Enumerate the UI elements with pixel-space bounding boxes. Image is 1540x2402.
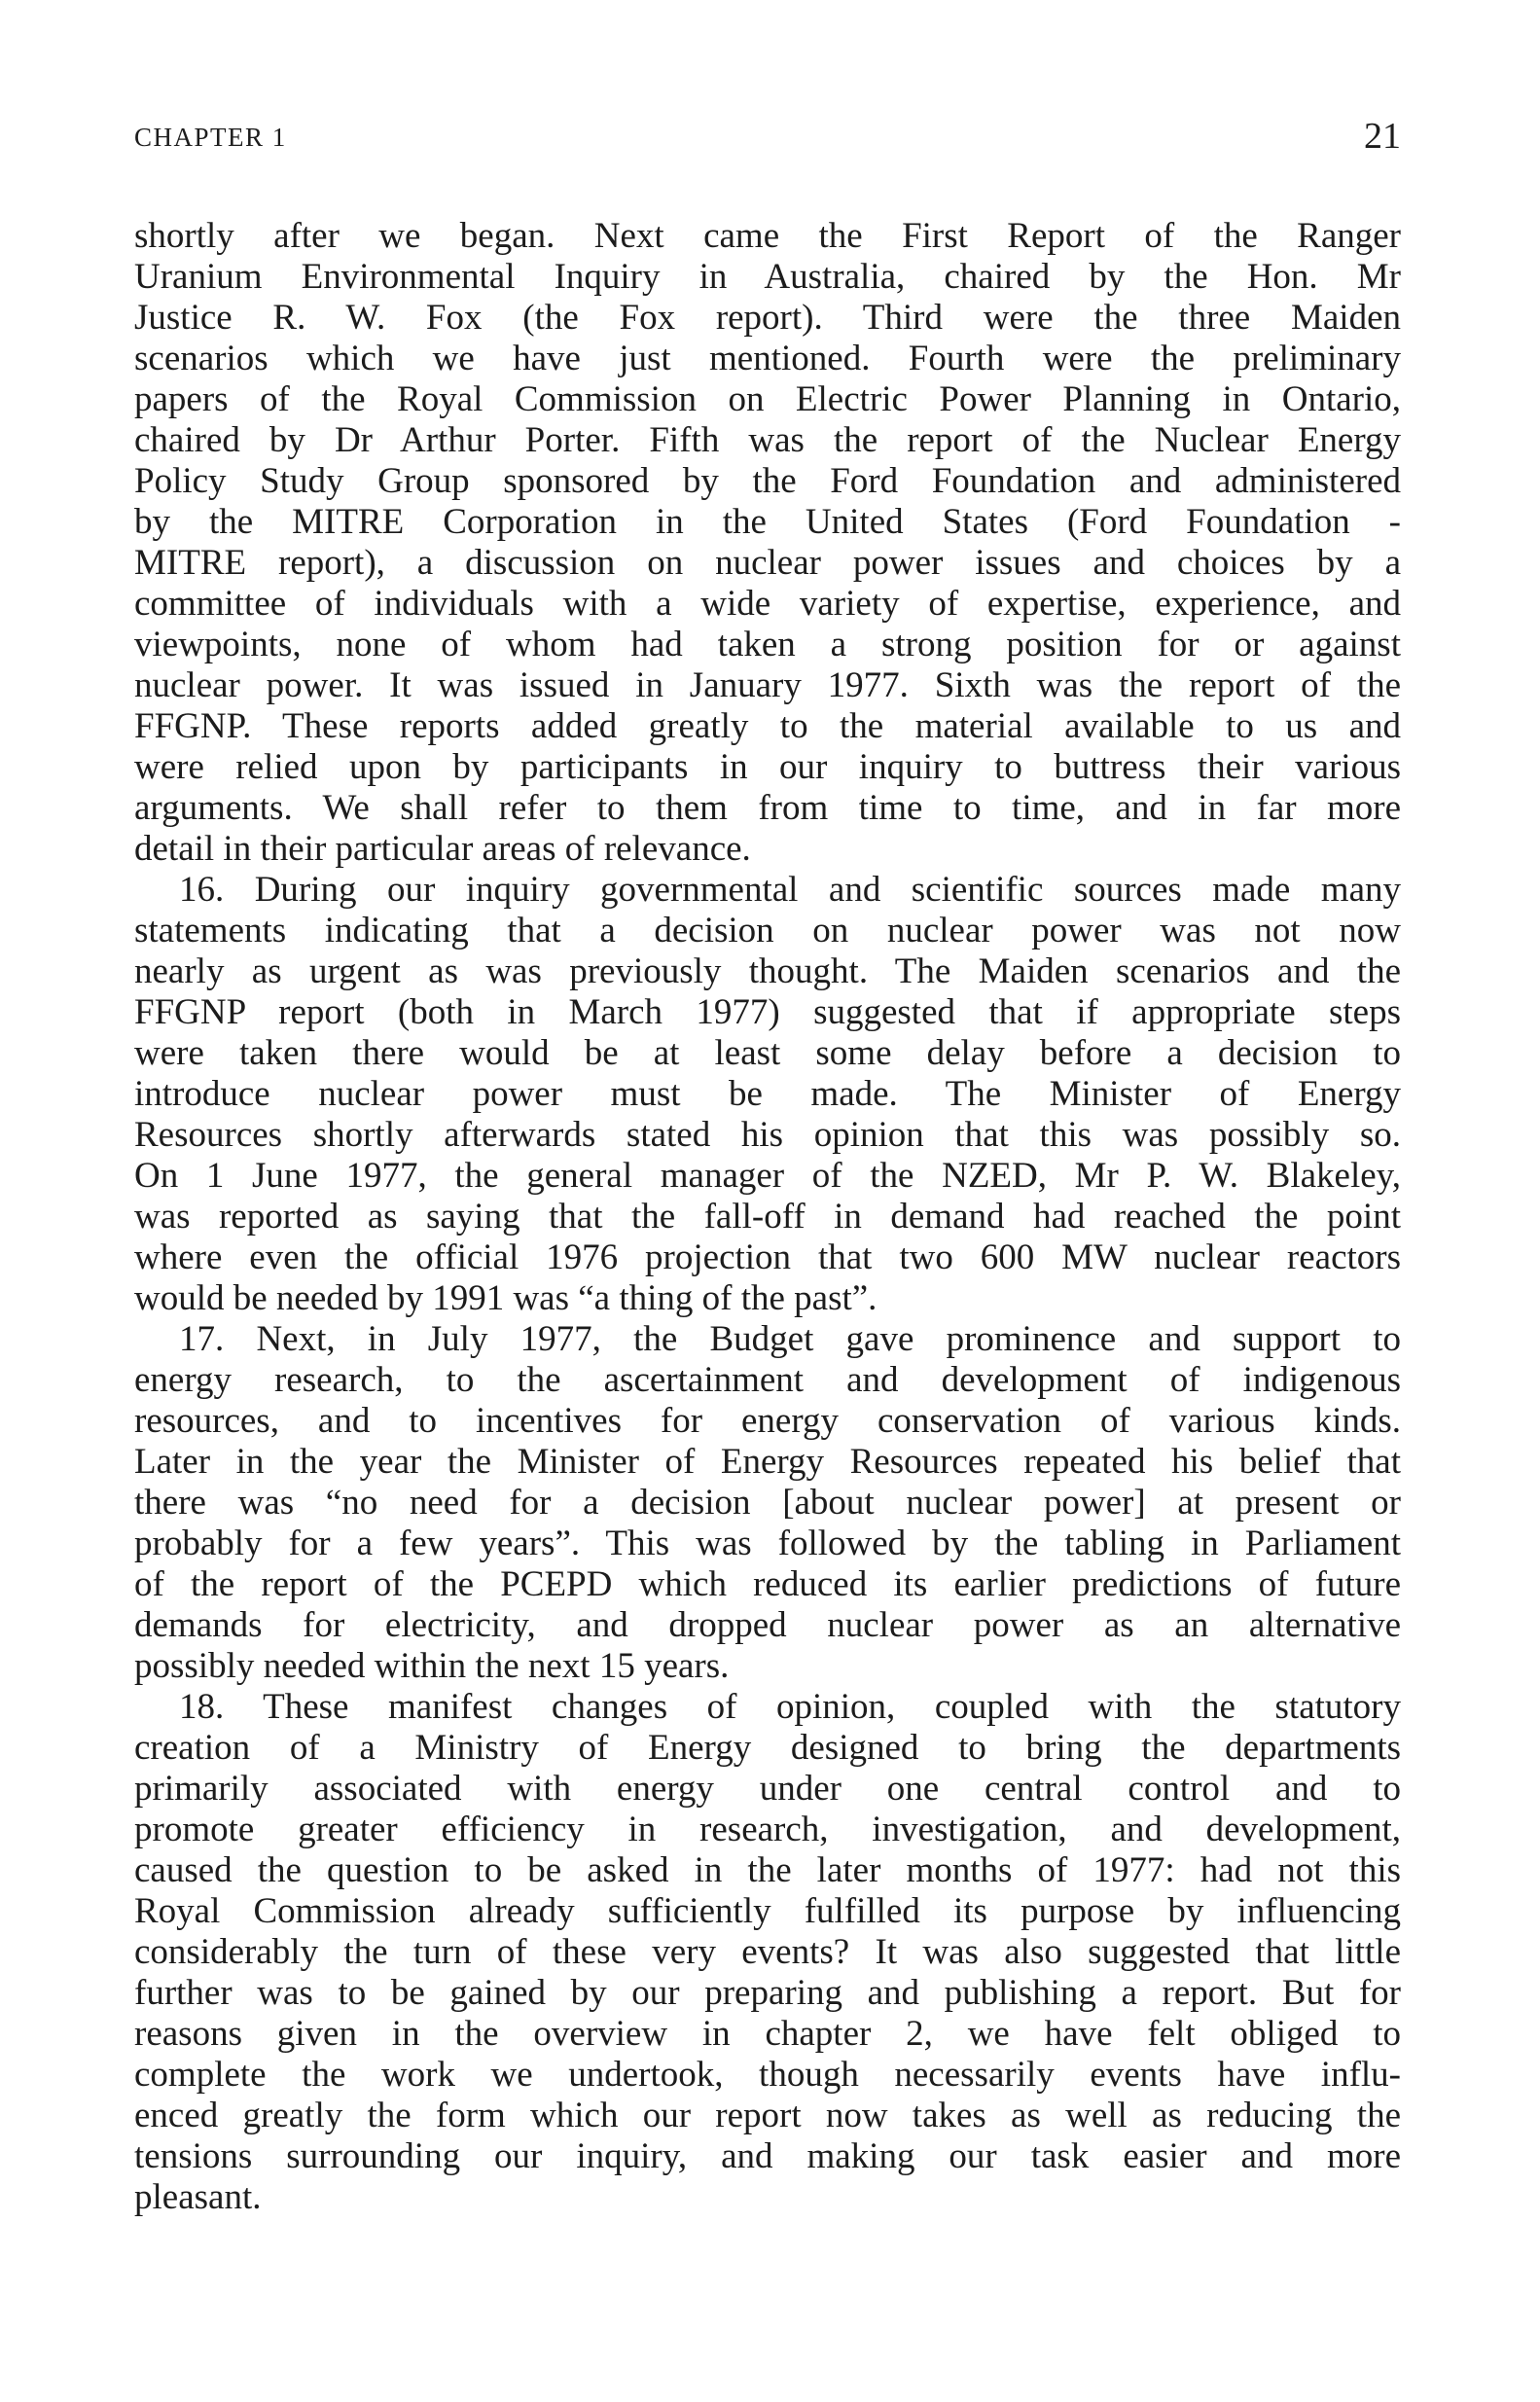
- running-header: [134, 115, 1401, 158]
- text-line: by the MITRE Corporation in the United States (Ford Foundation -: [134, 502, 1401, 542]
- text-line: 18. These manifest changes of opinion, coupled with the statutory: [179, 1687, 1401, 1727]
- text-line: shortly after we began. Next came the First Report of the Ranger: [134, 216, 1401, 256]
- text-line: Justice R. W. Fox (the Fox report). Third were the three Maiden: [134, 298, 1401, 338]
- text-line: Uranium Environmental Inquiry in Australia, chaired by the Hon. Mr: [134, 257, 1401, 297]
- text-line: caused the question to be asked in the later months of 1977: had not this: [134, 1850, 1401, 1890]
- text-line: papers of the Royal Commission on Electric Power Planning in Ontario,: [134, 379, 1401, 419]
- paragraph: [134, 1319, 1401, 1687]
- text-line: there was “no need for a decision [about nuclear power] at present or: [134, 1483, 1401, 1523]
- text-line: FFGNP report (both in March 1977) suggested that if appropriate steps: [134, 992, 1401, 1032]
- text-line: scenarios which we have just mentioned. Fourth were the preliminary: [134, 339, 1401, 378]
- text-line: On 1 June 1977, the general manager of the NZED, Mr P. W. Blakeley,: [134, 1156, 1401, 1196]
- text-line: probably for a few years”. This was followed by the tabling in Parliament: [134, 1524, 1401, 1563]
- text-line: energy research, to the ascertainment and development of indigenous: [134, 1360, 1401, 1400]
- text-line: enced greatly the form which our report now takes as well as reducing the: [134, 2096, 1401, 2135]
- chapter-label: CHAPTER 1: [134, 123, 287, 152]
- text-line: FFGNP. These reports added greatly to the material available to us and: [134, 706, 1401, 746]
- text-line: would be needed by 1991 was “a thing of the past”.: [134, 1278, 877, 1318]
- text-line: Policy Study Group sponsored by the Ford Foundation and administered: [134, 461, 1401, 501]
- text-line: 17. Next, in July 1977, the Budget gave prominence and support to: [179, 1319, 1401, 1359]
- text-line: MITRE report), a discussion on nuclear power issues and choices by a: [134, 543, 1401, 583]
- text-line: nearly as urgent as was previously thought. The Maiden scenarios and the: [134, 951, 1401, 991]
- text-line: viewpoints, none of whom had taken a strong position for or against: [134, 625, 1401, 664]
- text-line: of the report of the PCEPD which reduced its earlier predictions of future: [134, 1564, 1401, 1604]
- text-line: pleasant.: [134, 2177, 262, 2217]
- text-line: committee of individuals with a wide variety of expertise, experience, and: [134, 584, 1401, 624]
- page-number: 21: [1364, 116, 1401, 157]
- text-line: primarily associated with energy under one central control and to: [134, 1769, 1401, 1809]
- text-line: introduce nuclear power must be made. The Minister of Energy: [134, 1074, 1401, 1114]
- text-line: detail in their particular areas of relevance.: [134, 829, 751, 869]
- text-line: considerably the turn of these very events? It was also suggested that little: [134, 1932, 1401, 1972]
- text-line: reasons given in the overview in chapter 2, we have felt obliged to: [134, 2014, 1401, 2054]
- text-line: Royal Commission already sufficiently fulfilled its purpose by influencing: [134, 1891, 1401, 1931]
- text-line: resources, and to incentives for energy conservation of various kinds.: [134, 1401, 1401, 1441]
- text-line: where even the official 1976 projection that two 600 MW nuclear reactors: [134, 1237, 1401, 1277]
- text-line: statements indicating that a decision on nuclear power was not now: [134, 911, 1401, 950]
- text-line: further was to be gained by our preparing and publishing a report. But for: [134, 1973, 1401, 2013]
- body-text: [134, 216, 1401, 2218]
- text-line: promote greater efficiency in research, investigation, and development,: [134, 1810, 1401, 1849]
- paragraph: [134, 216, 1401, 870]
- text-line: complete the work we undertook, though necessarily events have influ-: [134, 2055, 1401, 2095]
- text-line: nuclear power. It was issued in January 1977. Sixth was the report of the: [134, 665, 1401, 705]
- text-line: demands for electricity, and dropped nuclear power as an alternative: [134, 1605, 1401, 1645]
- paragraph: [134, 1687, 1401, 2218]
- text-line: were relied upon by participants in our inquiry to buttress their various: [134, 747, 1401, 787]
- text-line: Resources shortly afterwards stated his opinion that this was possibly so.: [134, 1115, 1401, 1155]
- text-line: tensions surrounding our inquiry, and making our task easier and more: [134, 2136, 1401, 2176]
- text-line: were taken there would be at least some delay before a decision to: [134, 1033, 1401, 1073]
- text-line: arguments. We shall refer to them from time to time, and in far more: [134, 788, 1401, 828]
- text-line: was reported as saying that the fall-off in demand had reached the point: [134, 1197, 1401, 1237]
- text-line: Later in the year the Minister of Energy Resources repeated his belief that: [134, 1442, 1401, 1482]
- text-line: chaired by Dr Arthur Porter. Fifth was the report of the Nuclear Energy: [134, 420, 1401, 460]
- text-line: possibly needed within the next 15 years.: [134, 1646, 730, 1686]
- text-line: creation of a Ministry of Energy designed to bring the departments: [134, 1728, 1401, 1768]
- text-line: 16. During our inquiry governmental and scientific sources made many: [179, 870, 1401, 910]
- paragraph: [134, 870, 1401, 1319]
